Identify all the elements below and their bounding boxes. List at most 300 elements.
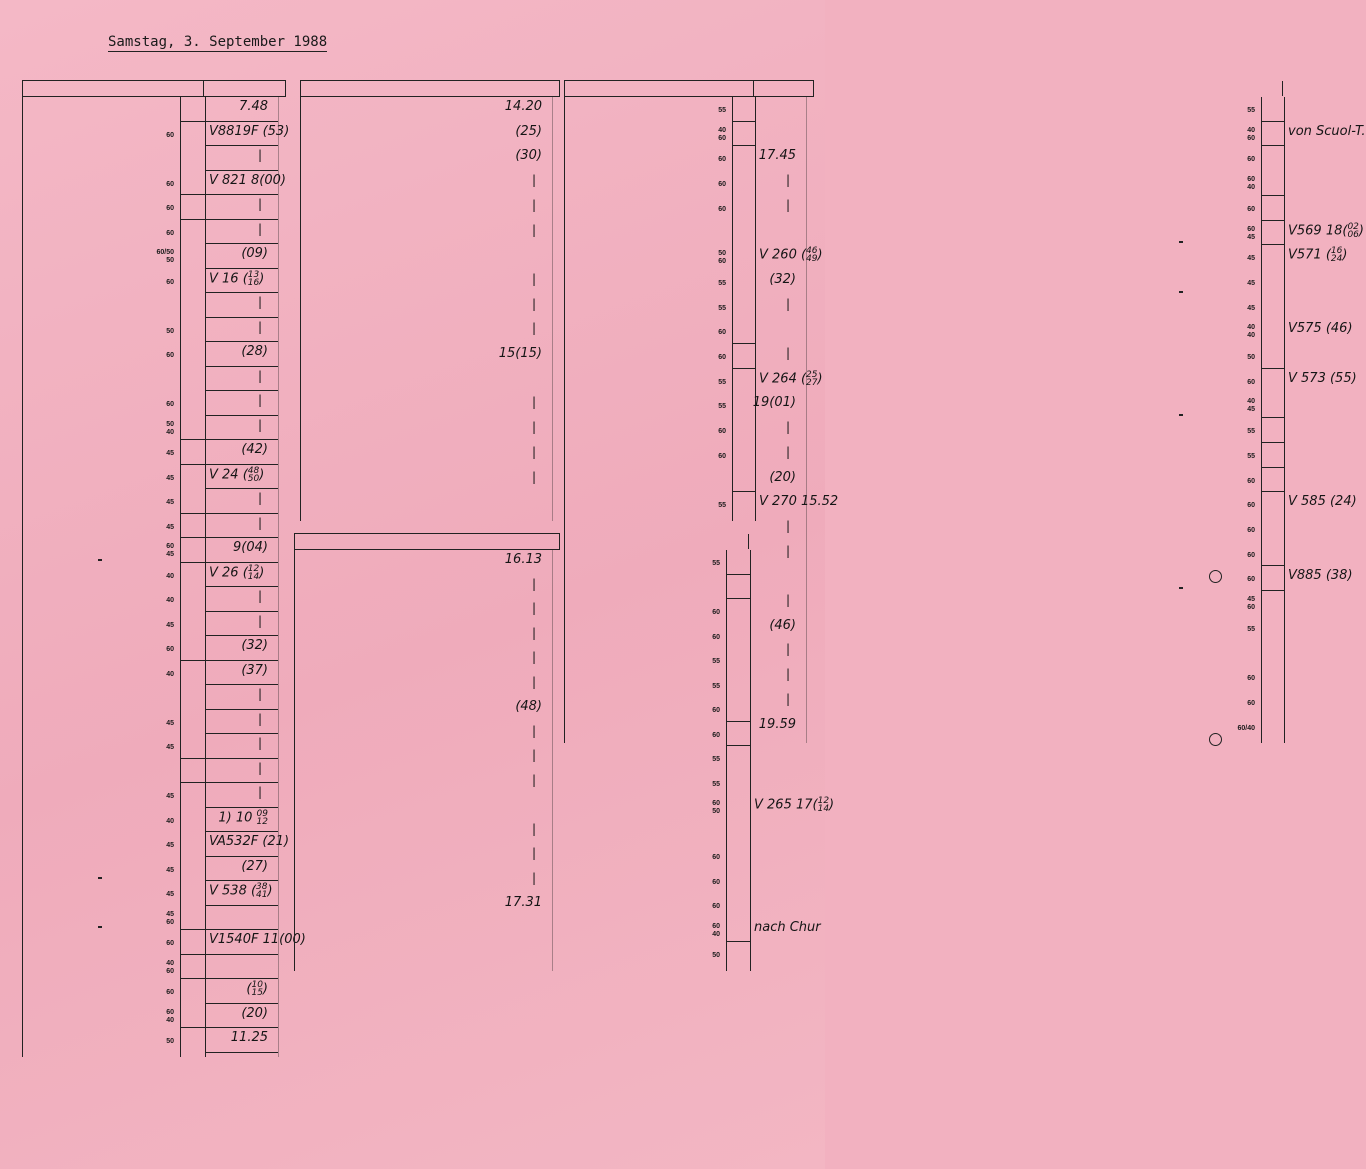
timetable-row [22,122,290,147]
time-entry: | [258,711,263,726]
time-entry: (25) [515,123,542,139]
time-rule-right [552,97,553,521]
speed-tick [1261,590,1284,591]
time-entry: | [786,593,791,607]
speed-limit: 45 [166,621,174,629]
time-entry: | [532,723,537,738]
time-entry: | [786,420,791,435]
time-entry: | [532,222,537,237]
time-entry: (48) [515,699,542,714]
timetable-row [22,979,286,1004]
timetable-row [22,416,286,441]
timetable-row [300,146,726,171]
timetable-row [564,591,1255,616]
speed-limit: 60 [1247,378,1255,386]
speed-limit: 60 [1247,156,1255,164]
timetable-row [564,196,1255,221]
timetable-row [564,97,1255,122]
time-entry: | [532,748,537,762]
timetable-row [294,673,720,698]
timetable-row [22,783,286,808]
table-header [564,80,814,97]
time-entry: | [258,785,263,799]
time-entry: V575 (46) [1288,321,1353,337]
time-entry: | [786,173,791,188]
timetable-row [22,710,286,735]
speed-limit: 60 [1247,526,1255,534]
speed-tick [1261,368,1284,369]
speed-limit: 45 [1247,304,1255,312]
timetable-row [564,245,1348,270]
time-entry: | [532,625,537,640]
timetable-row [294,918,821,943]
time-entry: (42) [241,442,268,457]
time-entry: | [258,687,263,701]
speed-limit: 55 [712,658,720,665]
time-entry: V 821 8(00) [209,172,286,188]
speed-limit: 60 [166,229,174,237]
header-label [565,81,1283,96]
speed-limit: 45 [166,744,174,751]
speed-limit: 55 [712,756,720,763]
speed-limit: 40 [166,817,174,825]
speed-tick [180,782,205,783]
time-entry: 1) 10 09 12 [218,808,268,827]
speed-limit: 60 [712,707,720,714]
speed-limit: 60 [712,609,720,616]
time-entry: 17.45 [758,148,796,164]
speed-limit: 40 60 [166,959,174,975]
time-entry: | [532,420,537,435]
timetable-row [22,514,286,539]
timetable-row [564,122,1366,147]
speed-tick [180,194,205,195]
time-entry: | [532,173,537,188]
table-header [22,80,286,97]
speed-limit: 55 [1247,452,1255,460]
speed-limit: 60 [718,428,726,436]
time-entry: VA532F (21) [209,834,290,849]
time-entry: (32) [769,271,796,287]
time-entry: | [258,295,263,309]
time-entry: V 585 (24) [1288,494,1357,510]
time-entry: | [258,197,263,211]
time-entry: V571 (16 24) [1288,246,1348,265]
time-entry: | [258,736,263,750]
timetable-row [564,566,1353,591]
speed-limit: 40 45 [1247,398,1255,414]
speed-limit: 60 40 [166,1008,174,1024]
speed-limit: 40 60 [718,126,726,142]
speed-limit: 45 [166,891,174,898]
speed-tick [180,464,205,465]
time-entry: | [258,148,263,162]
time-entry: von Scuol-T. [1288,123,1366,139]
time-entry: (27) [241,858,268,874]
timetable-row [564,616,1255,641]
speed-limit: 55 [718,403,726,411]
speed-limit: 45 [1247,279,1255,287]
timetable-row [294,820,560,845]
timetable-row [22,318,286,343]
crossing-box [98,559,102,561]
time-entry: V885 (38) [1288,568,1353,584]
speed-limit: 60 [1247,477,1255,485]
speed-limit: 60 45 [1247,225,1255,241]
speed-tick [180,562,205,563]
speed-limit: 55 [712,560,720,567]
crossing-box [98,926,102,928]
time-entry: | [532,576,537,591]
time-entry: | [258,368,263,383]
timetable-row [564,542,1255,567]
time-entry: 14.20 [504,99,542,114]
timetable-row [294,771,720,796]
time-entry: | [532,321,537,336]
timetable-row [300,295,726,320]
time-entry: V 538 (38 41) [209,882,273,900]
timetable-row [564,715,1255,740]
speed-limit: 45 [166,719,174,727]
timetable-row [294,844,720,869]
speed-tick [180,439,205,440]
speed-tick [180,537,205,538]
time-entry: V 264 (25 27) [759,369,823,388]
speed-limit: 60 [718,452,726,460]
timetable-row [22,1028,286,1053]
timetable-row [22,685,286,710]
time-entry: | [786,642,791,657]
timetable-row [22,146,286,171]
timetable-row [564,270,1255,295]
timetable-row [300,319,726,344]
time-entry: | [258,319,263,334]
speed-limit: 55 [718,502,726,510]
time-entry: | [532,395,537,410]
time-entry: | [258,393,263,407]
speed-limit: 55 [712,780,720,788]
timetable-row [564,468,1255,493]
speed-limit: 55 [1247,107,1255,114]
speed-limit: 60 [718,156,726,164]
timetable-row [564,221,1364,246]
speed-tick [1261,220,1284,221]
timetable-row [300,171,726,196]
speed-limit: 50 40 [166,420,174,436]
timetable-row [22,832,290,857]
speed-limit: 60 [166,989,174,996]
timetable-row [22,220,286,245]
timetable-row [294,795,835,820]
table-header [300,80,560,97]
time-entry: 17.31 [504,895,542,910]
time-entry: | [786,543,791,558]
time-entry: (09) [241,246,268,261]
time-entry: | [532,469,537,484]
timetable-row [294,722,720,747]
speed-limit: 60 [718,329,726,337]
time-entry: V 260 (46 49) [759,246,823,265]
speed-limit: 50 [712,952,720,959]
speed-limit: 50 [1247,354,1255,361]
speed-tick [1261,491,1284,492]
speed-limit: 60 [166,278,174,286]
speed-limit: 60 [718,205,726,213]
timetable-row [300,245,823,270]
speed-limit: 55 [1247,625,1255,633]
speed-limit: 40 60 [1247,126,1255,142]
timetable-row [22,97,286,122]
time-entry: | [258,589,263,603]
timetable-row [564,146,1255,171]
time-entry: (20) [769,469,796,485]
crossing-box [1179,414,1183,416]
speed-limit: 60 [166,352,174,359]
time-entry: | [786,296,791,311]
speed-limit: 60 40 [1247,176,1255,192]
time-entry: | [786,444,791,459]
time-entry: | [532,271,537,286]
time-entry: V1540F 11(00) [209,932,306,947]
timetable-row [564,517,1255,542]
timetable-row [300,418,726,443]
timetable-row [22,171,286,196]
time-entry: | [786,346,791,360]
speed-limit: 40 [166,597,174,604]
timetable-train-3025 [22,80,306,1059]
timetable-row [300,344,726,369]
time-entry: 7.48 [239,99,268,114]
timetable-row [564,665,1255,690]
crossing-box [1179,291,1183,293]
speed-limit: 60 [712,854,720,861]
speed-limit: 45 60 [1247,596,1255,611]
speed-limit: 45 [166,793,174,800]
timetable-row [22,195,286,220]
timetable-row [22,489,286,514]
speed-tick [1261,145,1284,146]
speed-tick [1261,442,1284,443]
timetable-row [294,648,720,673]
time-entry: | [532,650,537,664]
speed-limit: 50 [166,327,174,335]
timetable-row [564,171,1255,196]
speed-limit: 45 [166,523,174,531]
speed-limit: 40 [166,572,174,580]
speed-limit: 60 [712,731,720,739]
speed-tick [180,1027,205,1028]
speed-tick [726,941,750,942]
crossing-box [1179,587,1183,589]
timetable-row [22,906,286,931]
speed-circle [1209,570,1222,583]
speed-limit: 45 [166,866,174,874]
speed-limit: 45 [166,499,174,506]
time-entry: | [786,197,791,212]
table-header [294,533,560,550]
timetable-row [564,369,1357,394]
speed-limit: 55 [718,107,726,114]
speed-limit: 60 [166,940,174,947]
time-entry: V 573 (55) [1288,370,1357,386]
timetable-row [564,295,1255,320]
speed-limit: 60 [166,646,174,653]
speed-tick [180,954,205,955]
time-entry: 19(01) [752,395,796,411]
time-entry: (28) [241,344,268,359]
timetable-row [22,857,286,882]
time-entry: | [258,613,263,628]
timetable-row [22,930,306,955]
time-entry: V8819F (53) [209,123,290,139]
page-title: Samstag, 3. September 1988 [108,34,328,50]
timetable-row [22,391,286,416]
timetable-row [22,244,286,269]
time-entry: | [258,417,263,432]
time-entry: | [532,444,537,459]
timetable-row [300,393,726,418]
time-entry: | [258,760,263,775]
header-label [23,81,204,96]
speed-tick [180,929,205,930]
timetable-row [22,661,286,686]
timetable-row [22,342,286,367]
timetable-row [294,624,720,649]
timetable-row [22,538,286,563]
time-entry: V 270 15.52 [759,494,839,510]
time-entry: V 26 (12 14) [209,563,265,582]
time-entry: | [258,491,263,505]
timetable-row [564,443,1255,468]
time-entry: (20) [241,1005,268,1021]
speed-limit: 50 60 [718,250,726,266]
time-entry: | [532,772,537,787]
speed-limit: 60 [166,131,174,139]
time-entry: | [258,515,263,530]
speed-limit: 50 [166,1038,174,1045]
time-rule-left [1284,97,1285,743]
speed-limit: 60 [712,633,720,641]
speed-limit: 45 [166,450,174,457]
timetable-row [22,1004,286,1029]
timetable-row [22,734,286,759]
timetable-row [300,221,560,246]
speed-limit: 60 45 [166,543,174,558]
timetable-row [22,563,286,588]
speed-limit: 60 [166,205,174,212]
timetable-row [22,367,286,392]
speed-tick [1261,417,1284,418]
timetable-row [564,344,1255,369]
timetable-row [564,319,1353,344]
time-rule-right [806,97,807,743]
speed-tick [1261,467,1284,468]
speed-tick [180,219,205,220]
time-entry: | [786,667,791,682]
timetable-row [564,492,1357,517]
speed-limit: 40 40 [1247,324,1255,340]
timetable-row [294,550,720,575]
speed-tick [1261,244,1284,245]
time-entry: | [532,601,537,615]
timetable-row [300,122,726,147]
speed-tick [180,660,205,661]
speed-limit: 60/40 [1237,724,1255,732]
timetable-row [294,893,720,918]
time-entry: | [532,870,537,885]
speed-limit: 45 [1247,255,1255,263]
timetable-row [22,293,286,318]
time-entry: | [258,221,263,236]
timetable-row [300,369,823,394]
timetable-row [300,270,726,295]
timetable-row [564,393,1255,418]
time-entry: | [786,518,791,533]
speed-tick [1261,565,1284,566]
timetable-row [22,440,286,465]
time-entry: 9(04) [233,540,268,555]
time-entry: V 16 (13 16) [209,269,265,288]
speed-limit: 60 [1247,502,1255,510]
timetable-row [294,697,720,722]
timetable-row [22,759,286,784]
timetable-row [22,955,286,980]
speed-limit: 60 [718,181,726,189]
timetable-row [22,587,286,612]
speed-limit: 60 [1247,699,1255,707]
timetable-row [294,942,720,967]
speed-tick [1261,195,1284,196]
speed-limit: 60 [1247,576,1255,584]
speed-limit: 60 [166,180,174,188]
crossing-box [1179,241,1183,243]
time-entry: | [532,296,537,311]
time-entry: 19.59 [758,716,796,732]
speed-limit: 60 50 [712,800,720,815]
speed-limit: 40 [166,670,174,678]
time-entry: | [532,846,537,860]
speed-limit: 60 [718,354,726,361]
time-entry: (10 15) [246,980,268,998]
time-entry: | [786,691,791,706]
speed-limit: 55 [718,378,726,386]
timetable-row [300,443,726,468]
timetable-row [22,465,286,490]
time-entry: nach Chur [754,919,821,935]
speed-limit: 55 [718,304,726,312]
speed-limit: 55 [712,682,720,690]
timetable-train-3578-chur [564,80,1366,745]
time-entry: | [532,197,537,212]
timetable-row [300,97,726,122]
timetable-row [22,881,286,906]
time-rule-right [552,550,553,971]
speed-limit: 60 [712,903,720,910]
speed-circle [1209,733,1222,746]
time-entry: | [532,674,537,689]
timetable-row [22,612,286,637]
speed-limit: 60 [1247,205,1255,213]
timetable-row [22,808,286,833]
speed-limit: 55 [718,279,726,287]
timetable-row [22,269,286,294]
timetable-row [294,746,720,771]
time-entry: V 24 (48 50) [209,465,265,484]
time-entry: (46) [769,617,796,633]
time-entry: V 265 17(12 14) [754,796,835,814]
speed-tick [180,121,205,122]
timetable-row [294,575,560,600]
